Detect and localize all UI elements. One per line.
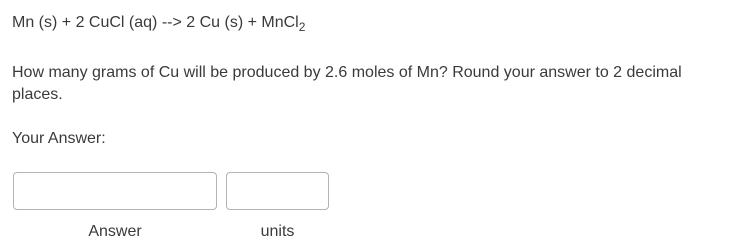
answer-input[interactable] [13, 172, 217, 210]
answer-field-label: Answer [88, 223, 142, 240]
chemical-equation [12, 12, 305, 34]
equation-subscript: 2 [298, 20, 306, 34]
units-input[interactable] [226, 172, 329, 210]
equation-text: Mn (s) + 2 CuCl (aq) --> 2 Cu (s) + MnCl [12, 14, 299, 31]
question-text: How many grams of Cu will be produced by 2.6 moles of Mn? Round your answer to 2 decimal places. [12, 64, 682, 103]
your-answer-heading: Your Answer: [12, 130, 106, 147]
units-field-label: units [260, 223, 295, 240]
